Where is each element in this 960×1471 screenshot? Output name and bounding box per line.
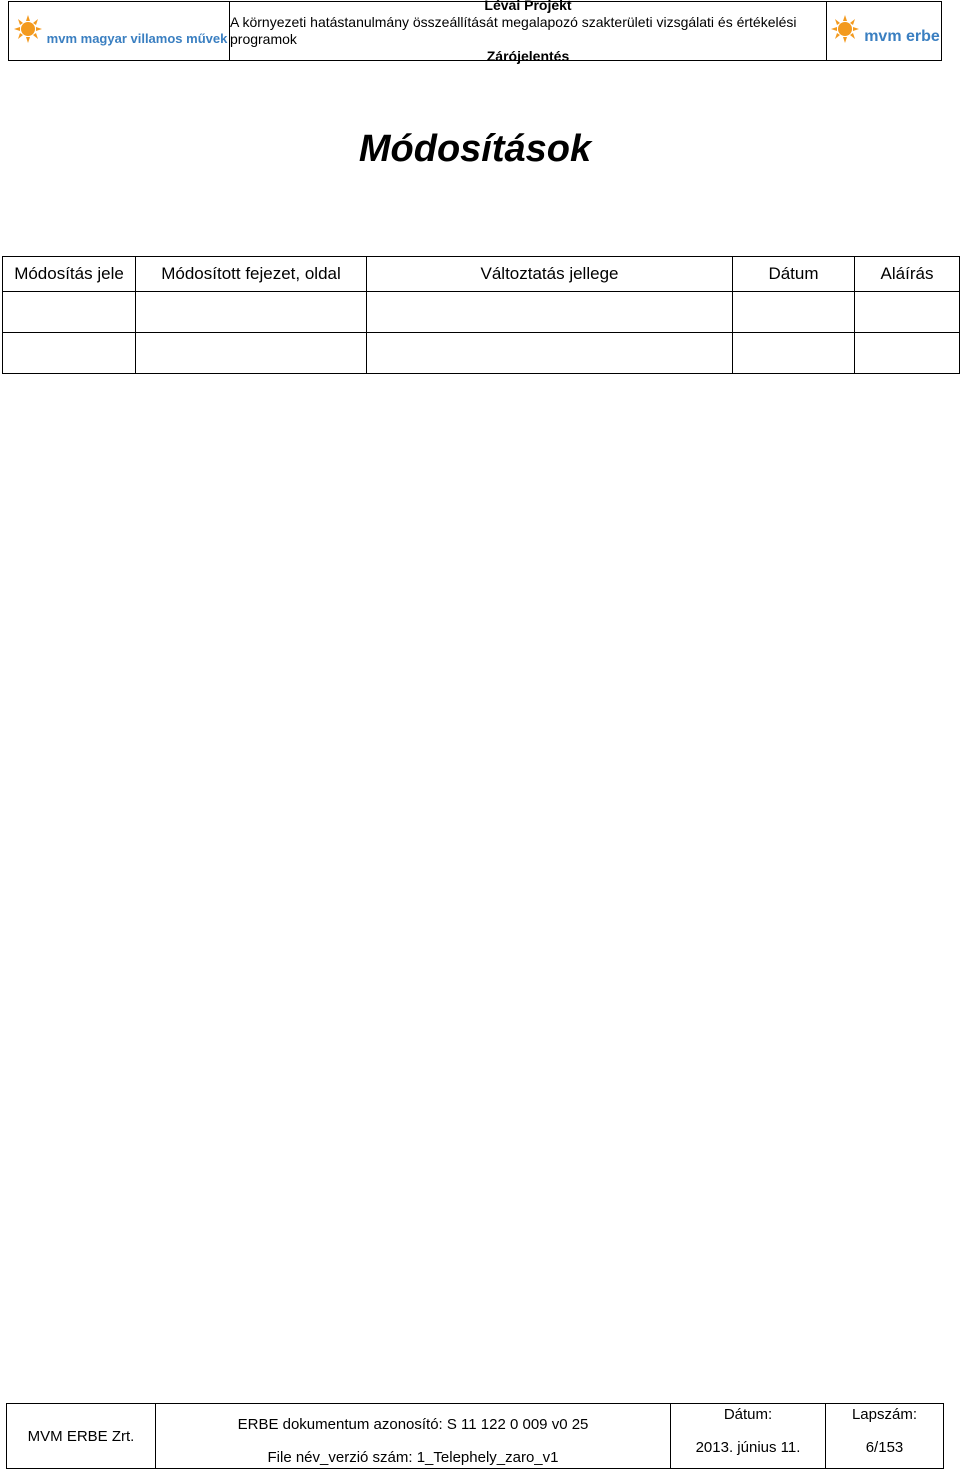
- footer-page-label: Lapszám:: [851, 1406, 918, 1423]
- footer-file-name: File név_verzió szám: 1_Telephely_zaro_v1: [267, 1449, 559, 1466]
- footer-company-cell: [7, 1404, 156, 1468]
- modifications-table: [2, 256, 960, 374]
- footer-document-cell: [156, 1404, 671, 1468]
- table-row: [3, 292, 960, 333]
- footer-page-cell: [826, 1404, 943, 1468]
- table-cell: [367, 333, 733, 374]
- column-header: Dátum: [733, 257, 855, 292]
- table-header-row: [3, 257, 960, 292]
- logo-right-text: mvm erbe: [864, 28, 940, 45]
- table-cell: [733, 333, 855, 374]
- logo-left-text: mvm magyar villamos művek: [46, 31, 228, 46]
- header-titles: [230, 0, 826, 64]
- report-type: Zárójelentés: [486, 48, 570, 64]
- column-header: Módosított fejezet, oldal: [136, 257, 367, 292]
- footer-date-label: Dátum:: [723, 1406, 773, 1423]
- table-cell: [3, 333, 136, 374]
- table-cell: [3, 292, 136, 333]
- footer-date-cell: [671, 1404, 826, 1468]
- table-cell: [855, 292, 960, 333]
- page-title: Módosítások: [358, 128, 592, 170]
- table-cell: [367, 292, 733, 333]
- column-header: Aláírás: [855, 257, 960, 292]
- footer-page-value: 6/153: [865, 1439, 904, 1456]
- footer-doc-id: ERBE dokumentum azonosító: S 11 122 0 009 v0 25: [237, 1416, 589, 1433]
- table-cell: [733, 292, 855, 333]
- footer-company: MVM ERBE Zrt.: [27, 1427, 135, 1445]
- table-cell: [136, 292, 367, 333]
- column-header: Módosítás jele: [3, 257, 136, 292]
- erbe-logo: [826, 2, 941, 60]
- project-subtitle: A környezeti hatástanulmány összeállítását megalapozó szakterületi vizsgálati és értékelési programok: [230, 14, 797, 47]
- sun-icon: [11, 14, 45, 48]
- mvm-logo: [9, 2, 230, 60]
- table-cell: [855, 333, 960, 374]
- table-row: [3, 333, 960, 374]
- page-footer: [6, 1403, 944, 1469]
- sun-icon: [828, 14, 862, 48]
- page-header: [8, 0, 942, 64]
- table-cell: [136, 333, 367, 374]
- project-name: Lévai Projekt: [484, 0, 572, 13]
- column-header: Változtatás jellege: [367, 257, 733, 292]
- footer-date-value: 2013. június 11.: [695, 1439, 801, 1456]
